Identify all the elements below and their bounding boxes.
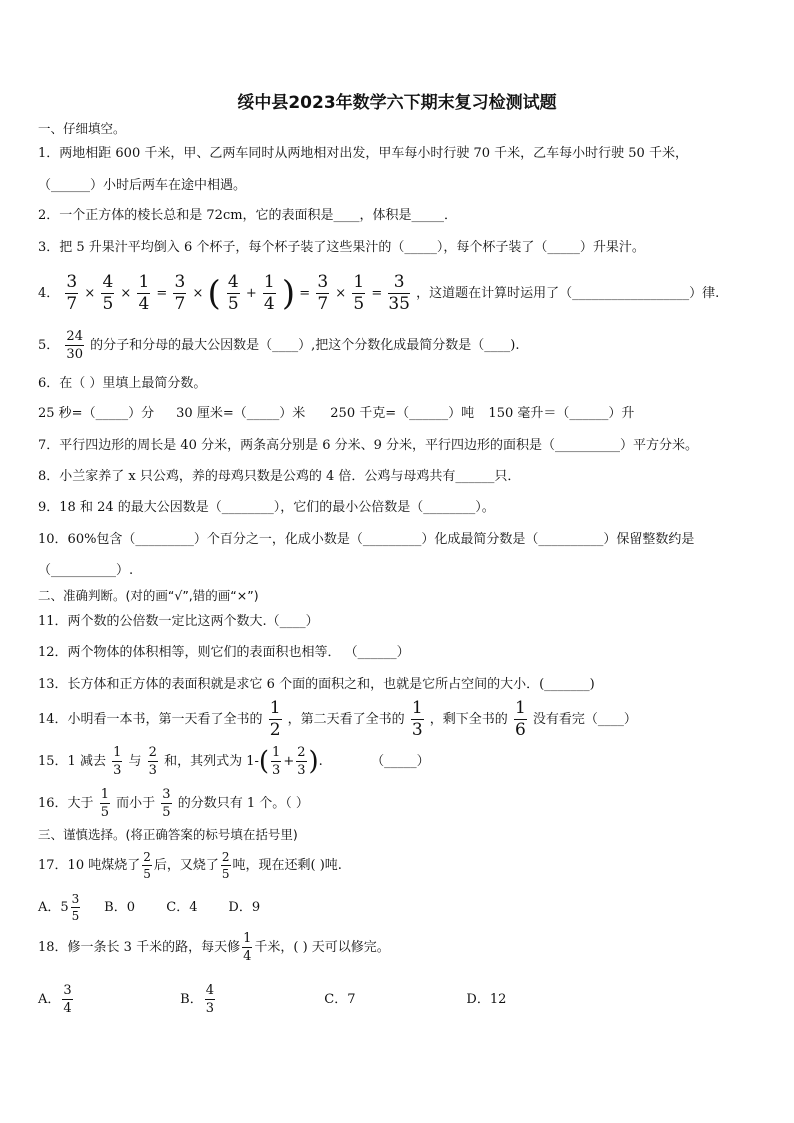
question-2: 2．一个正方体的棱长总和是 72cm，它的表面积是____，体积是_____． — [38, 208, 458, 223]
fraction: $\frac{3}{4}$ — [63, 983, 72, 1016]
question-text: 15．1 减去 — [38, 754, 106, 769]
fraction: $\frac{1}{3}$ — [113, 745, 122, 778]
fraction: $\frac{1}{2}$ — [269, 698, 281, 740]
question-1-line-1: 1．两地相距 600 千米，甲、乙两车同时从两地相对出发，甲车每小时行驶 70 千米，乙车每小时行驶 50 千米， — [38, 146, 688, 161]
question-text: . — [318, 754, 323, 769]
question-text: 16．大于 — [38, 796, 94, 811]
question-text: 千米，( ) 天可以修完。 — [254, 940, 390, 955]
option-c: C．7 — [324, 992, 356, 1007]
option-d: D．12 — [466, 992, 507, 1007]
section-heading-2: 二、准确判断。(对的画“√”,错的画“×”) — [38, 588, 259, 603]
fraction: $\frac{1}{4}$ — [243, 931, 252, 964]
option-d: D．9 — [228, 900, 261, 915]
question-12: 12．两个物体的体积相等，则它们的表面积也相等． （______） — [38, 645, 410, 660]
question-10-line-1: 10．60%包含（_________）个百分之一，化成小数是（_________）化成最简分数是（__________）保留整数约是 — [38, 532, 695, 547]
operator: + — [245, 286, 257, 301]
fraction: $\frac{3}{5}$ — [162, 787, 171, 820]
question-7: 7．平行四边形的周长是 40 分米，两条高分别是 6 分米、9 分米，平行四边形的面积是（__________）平方分米。 — [38, 438, 699, 453]
fraction: $\frac{3}{7}$ — [317, 272, 329, 314]
fraction: $\frac{2}{5}$ — [221, 850, 230, 881]
question-8: 8．小兰家养了 x 只公鸡，养的母鸡只数是公鸡的 4 倍．公鸡与母鸡共有______只． — [38, 469, 521, 484]
fraction: $\frac{1}{5}$ — [353, 272, 365, 314]
fraction: $\frac{3}{7}$ — [174, 272, 186, 314]
question-18 — [38, 928, 764, 968]
question-10-line-2: （__________）. — [38, 563, 134, 578]
fraction: $\frac{1}{4}$ — [138, 272, 150, 314]
operator: = — [299, 286, 311, 301]
question-13: 13．长方体和正方体的表面积就是求它 6 个面的面积之和，也就是它所占空间的大小．(_______) — [38, 677, 595, 692]
fraction: $\frac{1}{3}$ — [411, 698, 423, 740]
question-11: 11．两个数的公倍数一定比这两个数大.（____） — [38, 614, 319, 629]
question-text: 14．小明看一本书，第一天看了全书的 — [38, 712, 263, 727]
left-paren: ( — [207, 273, 221, 314]
fraction: $\frac{4}{3}$ — [205, 983, 214, 1016]
question-text: 的分子和分母的最大公因数是（____）,把这个分数化成最简分数是（____). — [90, 338, 520, 353]
question-17 — [38, 848, 764, 884]
question-5 — [38, 326, 764, 366]
fraction: $\frac{2}{5}$ — [143, 850, 151, 881]
operator: + — [283, 754, 295, 769]
question-text: 的分数只有 1 个。（ ） — [177, 796, 309, 811]
fraction: $\frac{24}{30}$ — [66, 329, 83, 362]
fill-item: 150 毫升＝（______）升 — [488, 406, 635, 421]
fraction: $\frac{3}{7}$ — [66, 272, 78, 314]
operator: = — [371, 286, 383, 301]
option-a: A． $\frac{3}{4}$ — [38, 983, 72, 1016]
right-paren: ) — [281, 273, 296, 314]
question-1-line-2: （______）小时后两车在途中相遇。 — [38, 178, 247, 193]
question-4 — [38, 272, 764, 316]
operator: × — [84, 286, 96, 301]
operator: × — [120, 286, 132, 301]
operator: × — [192, 286, 204, 301]
question-text: ，这道题在计算时运用了（__________________）律. — [416, 286, 720, 301]
question-text: 而小于 — [116, 796, 156, 811]
fraction: $\frac{4}{5}$ — [102, 272, 114, 314]
section-heading-1: 一、仔细填空。 — [38, 121, 126, 136]
fraction: $\frac{3}{35}$ — [388, 272, 410, 314]
question-text: 18．修一条长 3 千米的路，每天修 — [38, 940, 241, 955]
operator: × — [335, 286, 347, 301]
fraction: $\frac{1}{5}$ — [100, 787, 109, 820]
fraction: $\frac{1}{4}$ — [263, 272, 275, 314]
question-6: 6．在（ ）里填上最简分数。 — [38, 376, 207, 391]
question-text: 后，又烧了 — [153, 858, 219, 873]
question-text: 与 — [128, 754, 142, 769]
fill-item: 250 千克=（______）吨 — [330, 406, 475, 421]
question-text: 没有看完（____） — [532, 712, 637, 727]
question-text: 和，其列式为 1- — [164, 754, 259, 769]
question-text: ，剩下全书的 — [429, 712, 508, 727]
fraction: $\frac{2}{3}$ — [297, 745, 306, 778]
option-b: B． $\frac{4}{3}$ — [180, 983, 214, 1016]
fill-item: 25 秒=（_____）分 — [38, 406, 155, 421]
question-16 — [38, 786, 764, 822]
question-9: 9．18 和 24 的最大公因数是（________），它们的最小公倍数是（________）。 — [38, 500, 495, 515]
question-6-items — [38, 406, 764, 422]
option-c: C．4 — [166, 900, 198, 915]
left-paren: ( — [258, 746, 270, 777]
question-text: 吨，现在还剩( )吨. — [232, 858, 342, 873]
answer-blank: （_____） — [371, 754, 430, 769]
option-b: B．0 — [104, 900, 135, 915]
fraction: $\frac{2}{3}$ — [148, 745, 157, 778]
fill-item: 30 厘米=（_____）米 — [176, 406, 306, 421]
question-text: ，第二天看了全书的 — [287, 712, 405, 727]
question-text: 17．10 吨煤烧了 — [38, 858, 141, 873]
section-heading-3: 三、谨慎选择。(将正确答案的标号填在括号里) — [38, 827, 298, 842]
fraction: $\frac{1}{3}$ — [272, 745, 281, 778]
fraction: $\frac{4}{5}$ — [227, 272, 239, 314]
fraction: $\frac{1}{6}$ — [514, 698, 526, 740]
question-3: 3．把 5 升果汁平均倒入 6 个杯子，每个杯子装了这些果汁的（_____），每个杯子装了（_____）升果汁。 — [38, 240, 645, 255]
question-17-options — [38, 890, 764, 926]
operator: = — [156, 286, 168, 301]
question-number: 4． — [38, 286, 60, 301]
option-a: A．5 $\frac{3}{5}$ — [38, 892, 80, 923]
right-paren: ) — [308, 746, 319, 777]
fraction: $\frac{3}{5}$ — [71, 892, 80, 923]
question-14 — [38, 700, 764, 740]
question-15 — [38, 744, 764, 780]
question-18-options — [38, 980, 764, 1020]
page-title: 绥中县2023年数学六下期末复习检测试题 — [237, 93, 557, 113]
question-number: 5． — [38, 338, 60, 353]
